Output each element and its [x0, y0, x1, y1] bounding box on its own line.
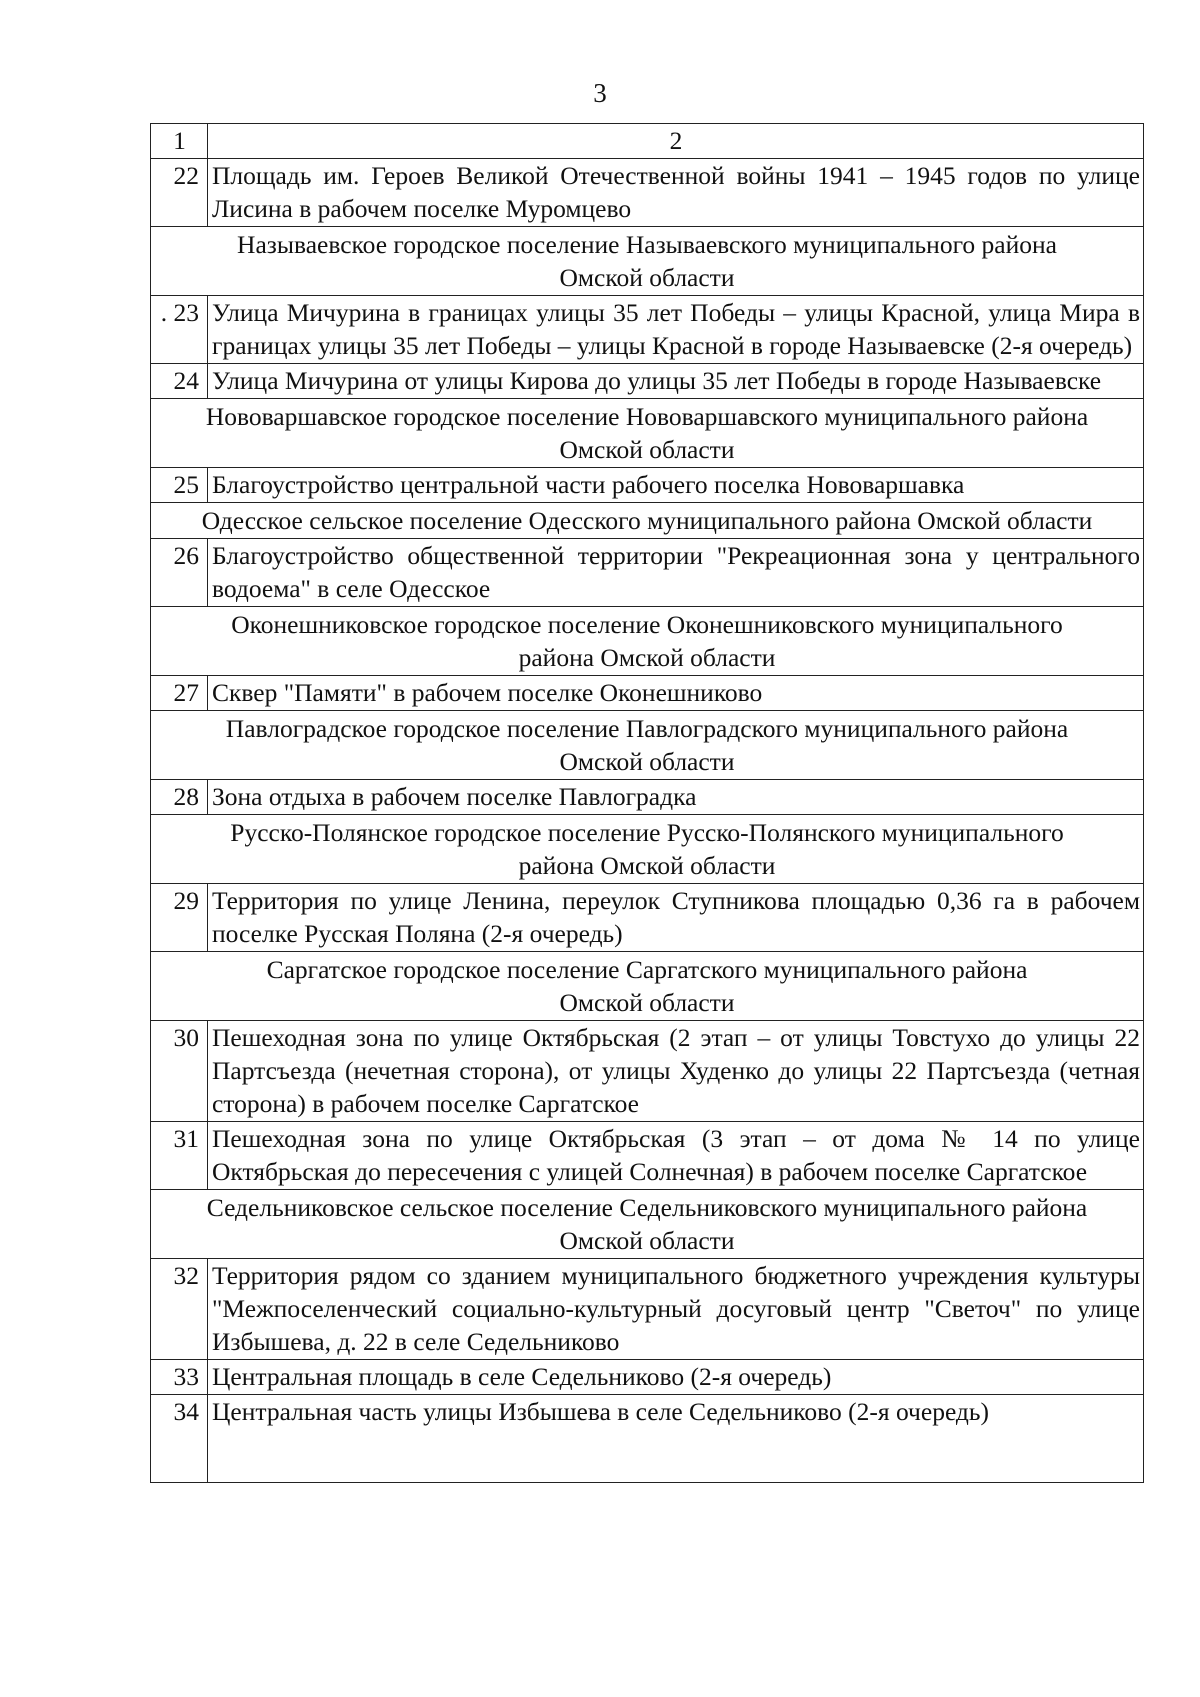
section-heading — [151, 711, 1144, 780]
row-description: Зона отдыха в рабочем поселке Павлоградка — [208, 780, 1144, 815]
section-row — [151, 227, 1144, 296]
section-heading-line-2: района Омской области — [518, 851, 776, 880]
section-row — [151, 952, 1144, 1021]
section-row — [151, 503, 1144, 539]
row-number: 26 — [151, 539, 208, 607]
section-heading-line-1: Седельниковское сельское поселение Седельниковского муниципального района — [206, 1193, 1088, 1222]
section-heading-line-2: района Омской области — [518, 643, 776, 672]
section-heading — [151, 607, 1144, 676]
row-description: Площадь им. Героев Великой Отечественной войны 1941 – 1945 годов по улице Лисина в рабочем поселке Муромцево — [208, 159, 1144, 227]
row-number: 22 — [151, 159, 208, 227]
row-number: 31 — [151, 1122, 208, 1190]
section-heading-line-1: Русско-Полянское городское поселение Русско-Полянского муниципального — [230, 818, 1064, 847]
table-row — [151, 1021, 1144, 1122]
table-body — [151, 124, 1144, 1483]
row-number: 33 — [151, 1360, 208, 1395]
section-heading-line-2: Омской области — [559, 988, 735, 1017]
row-description: Центральная площадь в селе Седельниково (2-я очередь) — [208, 1360, 1144, 1395]
section-heading-line-1: Называевское городское поселение Называевского муниципального района — [237, 230, 1057, 259]
section-heading-line-1: Саргатское городское поселение Саргатского муниципального района — [266, 955, 1028, 984]
row-description: Территория по улице Ленина, переулок Ступникова площадью 0,36 га в рабочем поселке Русская Поляна (2-я очередь) — [208, 884, 1144, 952]
section-row — [151, 607, 1144, 676]
row-number: 30 — [151, 1021, 208, 1122]
section-heading-line-1: Павлоградское городское поселение Павлоградского муниципального района — [225, 714, 1069, 743]
page-number: 3 — [593, 78, 607, 108]
header-col-2: 2 — [208, 124, 1144, 159]
table-row — [151, 1122, 1144, 1190]
section-heading-line-1: Одесское сельское поселение Одесского муниципального района Омской области — [201, 506, 1093, 535]
row-number: 29 — [151, 884, 208, 952]
section-row — [151, 1190, 1144, 1259]
section-heading-line-2: Омской области — [559, 747, 735, 776]
table-row — [151, 1360, 1144, 1395]
row-description: Пешеходная зона по улице Октябрьская (2 этап – от улицы Товстухо до улицы 22 Партсъезда (нечетная сторона), от улицы Худенко до улицы 22 Партсъезда (четная сторона) в рабочем поселке Саргатское — [208, 1021, 1144, 1122]
row-number: 25 — [151, 468, 208, 503]
row-description: Пешеходная зона по улице Октябрьская (3 этап – от дома № 14 по улице Октябрьская до пересечения с улицей Солнечная) в рабочем поселке Саргатское — [208, 1122, 1144, 1190]
row-number: 34 — [151, 1395, 208, 1483]
section-heading — [151, 399, 1144, 468]
table-header-row — [151, 124, 1144, 159]
table-row — [151, 296, 1144, 364]
header-col-1: 1 — [151, 124, 208, 159]
row-description: Улица Мичурина от улицы Кирова до улицы 35 лет Победы в городе Называевске — [208, 364, 1144, 399]
row-description: Территория рядом со зданием муниципального бюджетного учреждения культуры "Межпоселенческий социально-культурный досуговый центр "Светоч" по улице Избышева, д. 22 в селе Седельниково — [208, 1259, 1144, 1360]
section-heading-line-2: Омской области — [559, 1226, 735, 1255]
section-row — [151, 399, 1144, 468]
row-number: 32 — [151, 1259, 208, 1360]
section-heading — [151, 1190, 1144, 1259]
table-row — [151, 468, 1144, 503]
table-row — [151, 539, 1144, 607]
section-heading — [151, 503, 1144, 539]
row-description: Благоустройство центральной части рабочего поселка Нововаршавка — [208, 468, 1144, 503]
table-row — [151, 884, 1144, 952]
section-heading — [151, 952, 1144, 1021]
row-description: Центральная часть улицы Избышева в селе Седельниково (2-я очередь) — [208, 1395, 1144, 1483]
row-number: 27 — [151, 676, 208, 711]
section-heading — [151, 815, 1144, 884]
table-row — [151, 1395, 1144, 1483]
section-heading — [151, 227, 1144, 296]
municipal-territories-table — [150, 123, 1144, 1483]
table-row — [151, 676, 1144, 711]
row-number: . 23 — [151, 296, 208, 364]
row-description: Улица Мичурина в границах улицы 35 лет Победы – улицы Красной, улица Мира в границах улицы 35 лет Победы – улицы Красной в городе Называевске (2-я очередь) — [208, 296, 1144, 364]
section-row — [151, 815, 1144, 884]
section-heading-line-2: Омской области — [559, 435, 735, 464]
section-row — [151, 711, 1144, 780]
row-description: Сквер "Памяти" в рабочем поселке Оконешниково — [208, 676, 1144, 711]
row-number: 28 — [151, 780, 208, 815]
table-row — [151, 780, 1144, 815]
row-number: 24 — [151, 364, 208, 399]
table-row — [151, 159, 1144, 227]
row-description: Благоустройство общественной территории "Рекреационная зона у центрального водоема" в селе Одесское — [208, 539, 1144, 607]
section-heading-line-1: Нововаршавское городское поселение Нововаршавского муниципального района — [205, 402, 1089, 431]
table-row — [151, 364, 1144, 399]
table-row — [151, 1259, 1144, 1360]
section-heading-line-1: Оконешниковское городское поселение Оконешниковского муниципального — [231, 610, 1063, 639]
section-heading-line-2: Омской области — [559, 263, 735, 292]
